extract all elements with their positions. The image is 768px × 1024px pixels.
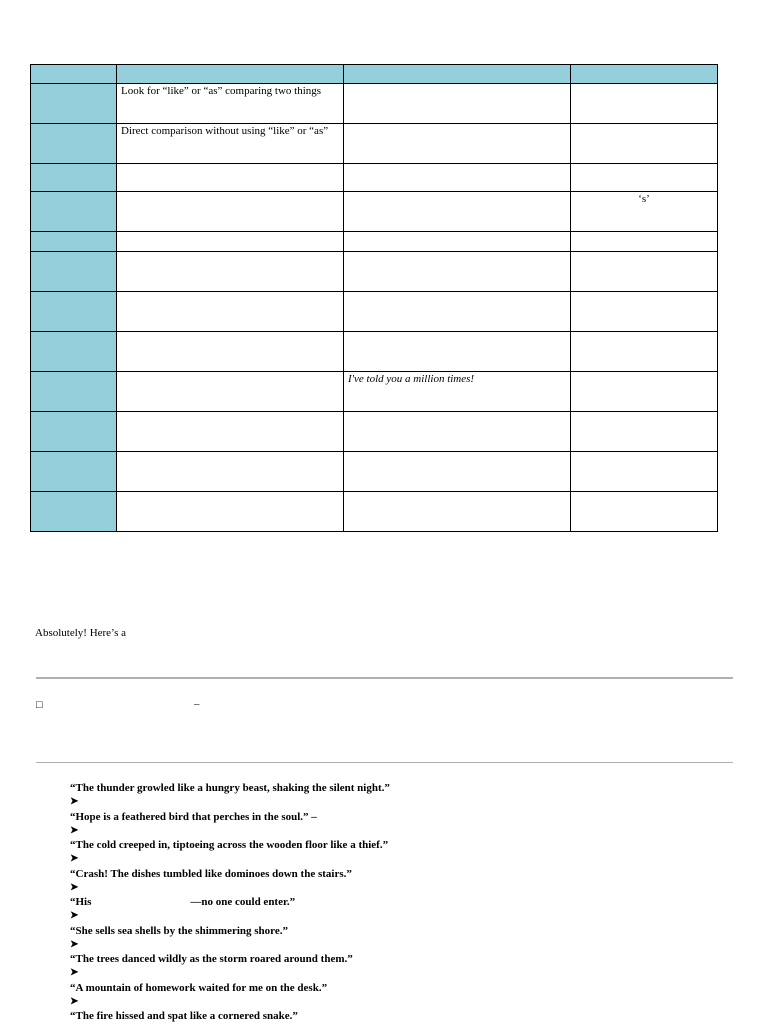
clue-cell — [117, 372, 344, 412]
table-row — [31, 292, 718, 332]
device-name-cell — [31, 124, 117, 164]
example-quote: “The trees danced wildly as the storm roared around them.” — [70, 953, 353, 965]
example-quote: “The fire hissed and spat like a cornered snake.” — [70, 1010, 298, 1022]
example-cell — [344, 332, 571, 372]
example-cell — [344, 412, 571, 452]
horizontal-divider — [36, 677, 733, 679]
effect-cell — [571, 492, 718, 532]
clue-cell — [117, 84, 344, 124]
example-quote: “The thunder growled like a hungry beast, shaking the silent night.” — [70, 782, 390, 794]
example-text: I've told you a million times! — [348, 373, 475, 385]
effect-cell — [571, 372, 718, 412]
device-name-cell — [31, 332, 117, 372]
effect-cell — [571, 452, 718, 492]
table-row — [31, 412, 718, 452]
example-cell — [344, 164, 571, 192]
table-row — [31, 332, 718, 372]
effect-cell — [571, 332, 718, 372]
effect-cell — [571, 164, 718, 192]
effect-cell — [571, 192, 718, 232]
example-list — [70, 781, 390, 1023]
clue-cell — [117, 124, 344, 164]
device-name-cell — [31, 372, 117, 412]
header-cell — [31, 65, 117, 84]
example-cell — [344, 192, 571, 232]
clue-text: Direct comparison without using “like” or “as” — [121, 125, 329, 137]
arrow-bullet-icon: ➤ — [70, 881, 79, 893]
arrow-bullet-icon: ➤ — [70, 910, 79, 921]
example-quote: “Hope is a feathered bird that perches in the soul.” – — [70, 810, 317, 823]
example-quote: “The cold creeped in, tiptoeing across the wooden floor like a thief.” — [70, 839, 389, 851]
effect-cell — [571, 292, 718, 332]
device-name-cell — [31, 164, 117, 192]
table-row — [31, 164, 718, 192]
example-cell — [344, 492, 571, 532]
arrow-bullet-icon: ➤ — [70, 967, 79, 978]
example-cell — [344, 372, 571, 412]
table-row — [31, 124, 718, 164]
device-name-cell — [31, 252, 117, 292]
arrow-bullet-icon: ➤ — [70, 824, 79, 836]
clue-cell — [117, 164, 344, 192]
effect-cell — [571, 412, 718, 452]
example-cell — [344, 452, 571, 492]
example-cell — [344, 232, 571, 252]
device-name-cell — [31, 292, 117, 332]
section-dash: – — [194, 698, 200, 710]
clue-cell — [117, 252, 344, 292]
clue-cell — [117, 232, 344, 252]
example-cell — [344, 252, 571, 292]
table-header-row — [31, 65, 718, 84]
arrow-bullet-icon: ➤ — [70, 995, 79, 1007]
header-cell — [571, 65, 718, 84]
table-row — [31, 192, 718, 232]
arrow-bullet-icon: ➤ — [70, 796, 79, 807]
device-name-cell — [31, 492, 117, 532]
table-row — [31, 452, 718, 492]
clue-text: Look for “like” or “as” comparing two things — [121, 85, 322, 97]
missing-glyph-icon: □ — [36, 699, 43, 711]
horizontal-divider — [36, 762, 733, 763]
example-cell — [344, 124, 571, 164]
example-quote: “His —no one could enter.” — [70, 896, 296, 908]
example-quote: “She sells sea shells by the shimmering shore.” — [70, 924, 288, 937]
arrow-bullet-icon: ➤ — [70, 853, 79, 864]
table-row — [31, 372, 718, 412]
device-name-cell — [31, 232, 117, 252]
header-cell — [117, 65, 344, 84]
clue-cell — [117, 192, 344, 232]
table-row — [31, 84, 718, 124]
clue-cell — [117, 452, 344, 492]
device-name-cell — [31, 412, 117, 452]
device-name-cell — [31, 84, 117, 124]
effect-cell — [571, 252, 718, 292]
effect-cell — [571, 232, 718, 252]
example-cell — [344, 84, 571, 124]
example-cell — [344, 292, 571, 332]
example-quote: “A mountain of homework waited for me on the desk.” — [70, 981, 328, 994]
table-row — [31, 252, 718, 292]
effect-text: ‘s’ — [638, 193, 650, 205]
example-quote: “Crash! The dishes tumbled like dominoes down the stairs.” — [70, 867, 352, 880]
clue-cell — [117, 292, 344, 332]
intro-text: Absolutely! Here’s a — [35, 627, 127, 639]
device-name-cell — [31, 452, 117, 492]
clue-cell — [117, 412, 344, 452]
effect-cell — [571, 124, 718, 164]
effect-cell — [571, 84, 718, 124]
arrow-bullet-icon: ➤ — [70, 938, 79, 950]
table-row — [31, 232, 718, 252]
device-name-cell — [31, 192, 117, 232]
clue-cell — [117, 492, 344, 532]
header-cell — [344, 65, 571, 84]
table-row — [31, 492, 718, 532]
literary-devices-table — [30, 64, 718, 532]
clue-cell — [117, 332, 344, 372]
